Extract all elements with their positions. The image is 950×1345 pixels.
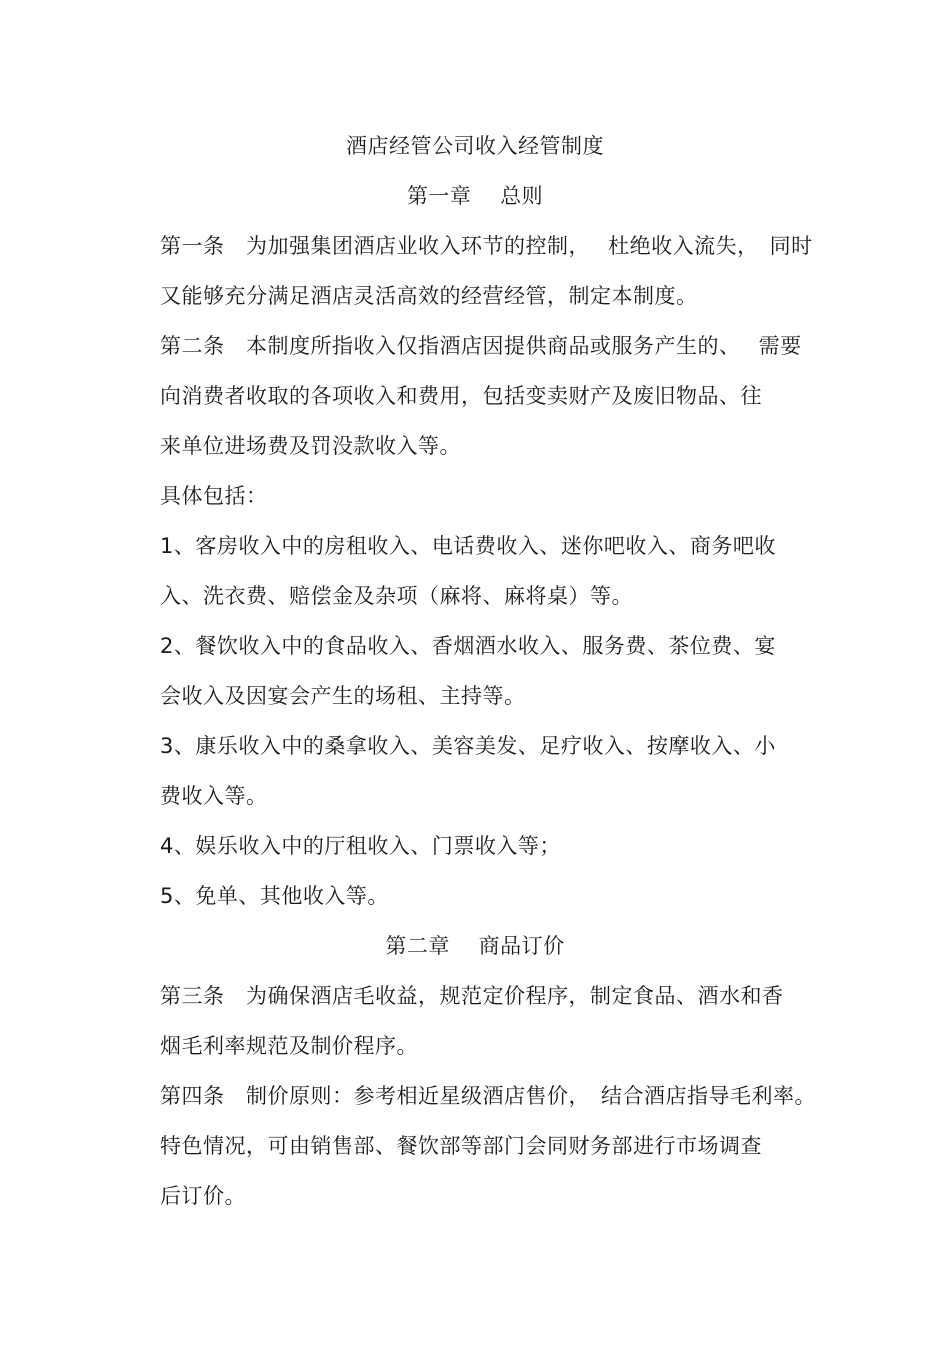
list-item-1-line-1: 1、客房收入中的房租收入、电话费收入、迷你吧收入、商务吧收 xyxy=(160,534,776,558)
article-1-line-2: 又能够充分满足酒店灵活高效的经营经管，制定本制度。 xyxy=(160,284,698,308)
article-2-line-3: 来单位进场费及罚没款收入等。 xyxy=(160,434,461,458)
list-item-3-line-2: 费收入等。 xyxy=(160,784,268,808)
detail-label: 具体包括： xyxy=(160,484,268,508)
article-4-line-2: 特色情况，可由销售部、餐饮部等部门会同财务部进行市场调查 xyxy=(160,1134,762,1158)
document-title: 酒店经管公司收入经管制度 xyxy=(346,134,604,158)
list-item-3-line-1: 3、康乐收入中的桑拿收入、美容美发、足疗收入、按摩收入、小 xyxy=(160,734,776,758)
list-item-2-line-2: 会收入及因宴会产生的场租、主持等。 xyxy=(160,684,526,708)
list-item-1-line-2: 入、洗衣费、赔偿金及杂项（麻将、麻将桌）等。 xyxy=(160,584,633,608)
chapter-1-heading: 第一章 总则 xyxy=(406,184,544,208)
article-2-line-2: 向消费者收取的各项收入和费用，包括变卖财产及废旧物品、往 xyxy=(160,384,762,408)
article-3-line-2: 烟毛利率规范及制价程序。 xyxy=(160,1034,418,1058)
article-3-line-1: 第三条 为确保酒店毛收益，规范定价程序，制定食品、酒水和香 xyxy=(160,984,784,1008)
article-4-line-3: 后订价。 xyxy=(160,1184,246,1208)
article-2-line-1: 第二条 本制度所指收入仅指酒店因提供商品或服务产生的、 需要 xyxy=(160,334,802,358)
chapter-2-heading: 第二章 商品订价 xyxy=(385,934,565,958)
article-4-line-1: 第四条 制价原则：参考相近星级酒店售价， 结合酒店指导毛利率。 xyxy=(160,1084,816,1108)
list-item-4: 4、娱乐收入中的厅租收入、门票收入等； xyxy=(160,834,561,858)
article-1-line-1: 第一条 为加强集团酒店业收入环节的控制， 杜绝收入流失， 同时 xyxy=(160,234,813,258)
list-item-5: 5、免单、其他收入等。 xyxy=(160,884,389,908)
list-item-2-line-1: 2、餐饮收入中的食品收入、香烟酒水收入、服务费、茶位费、宴 xyxy=(160,634,776,658)
